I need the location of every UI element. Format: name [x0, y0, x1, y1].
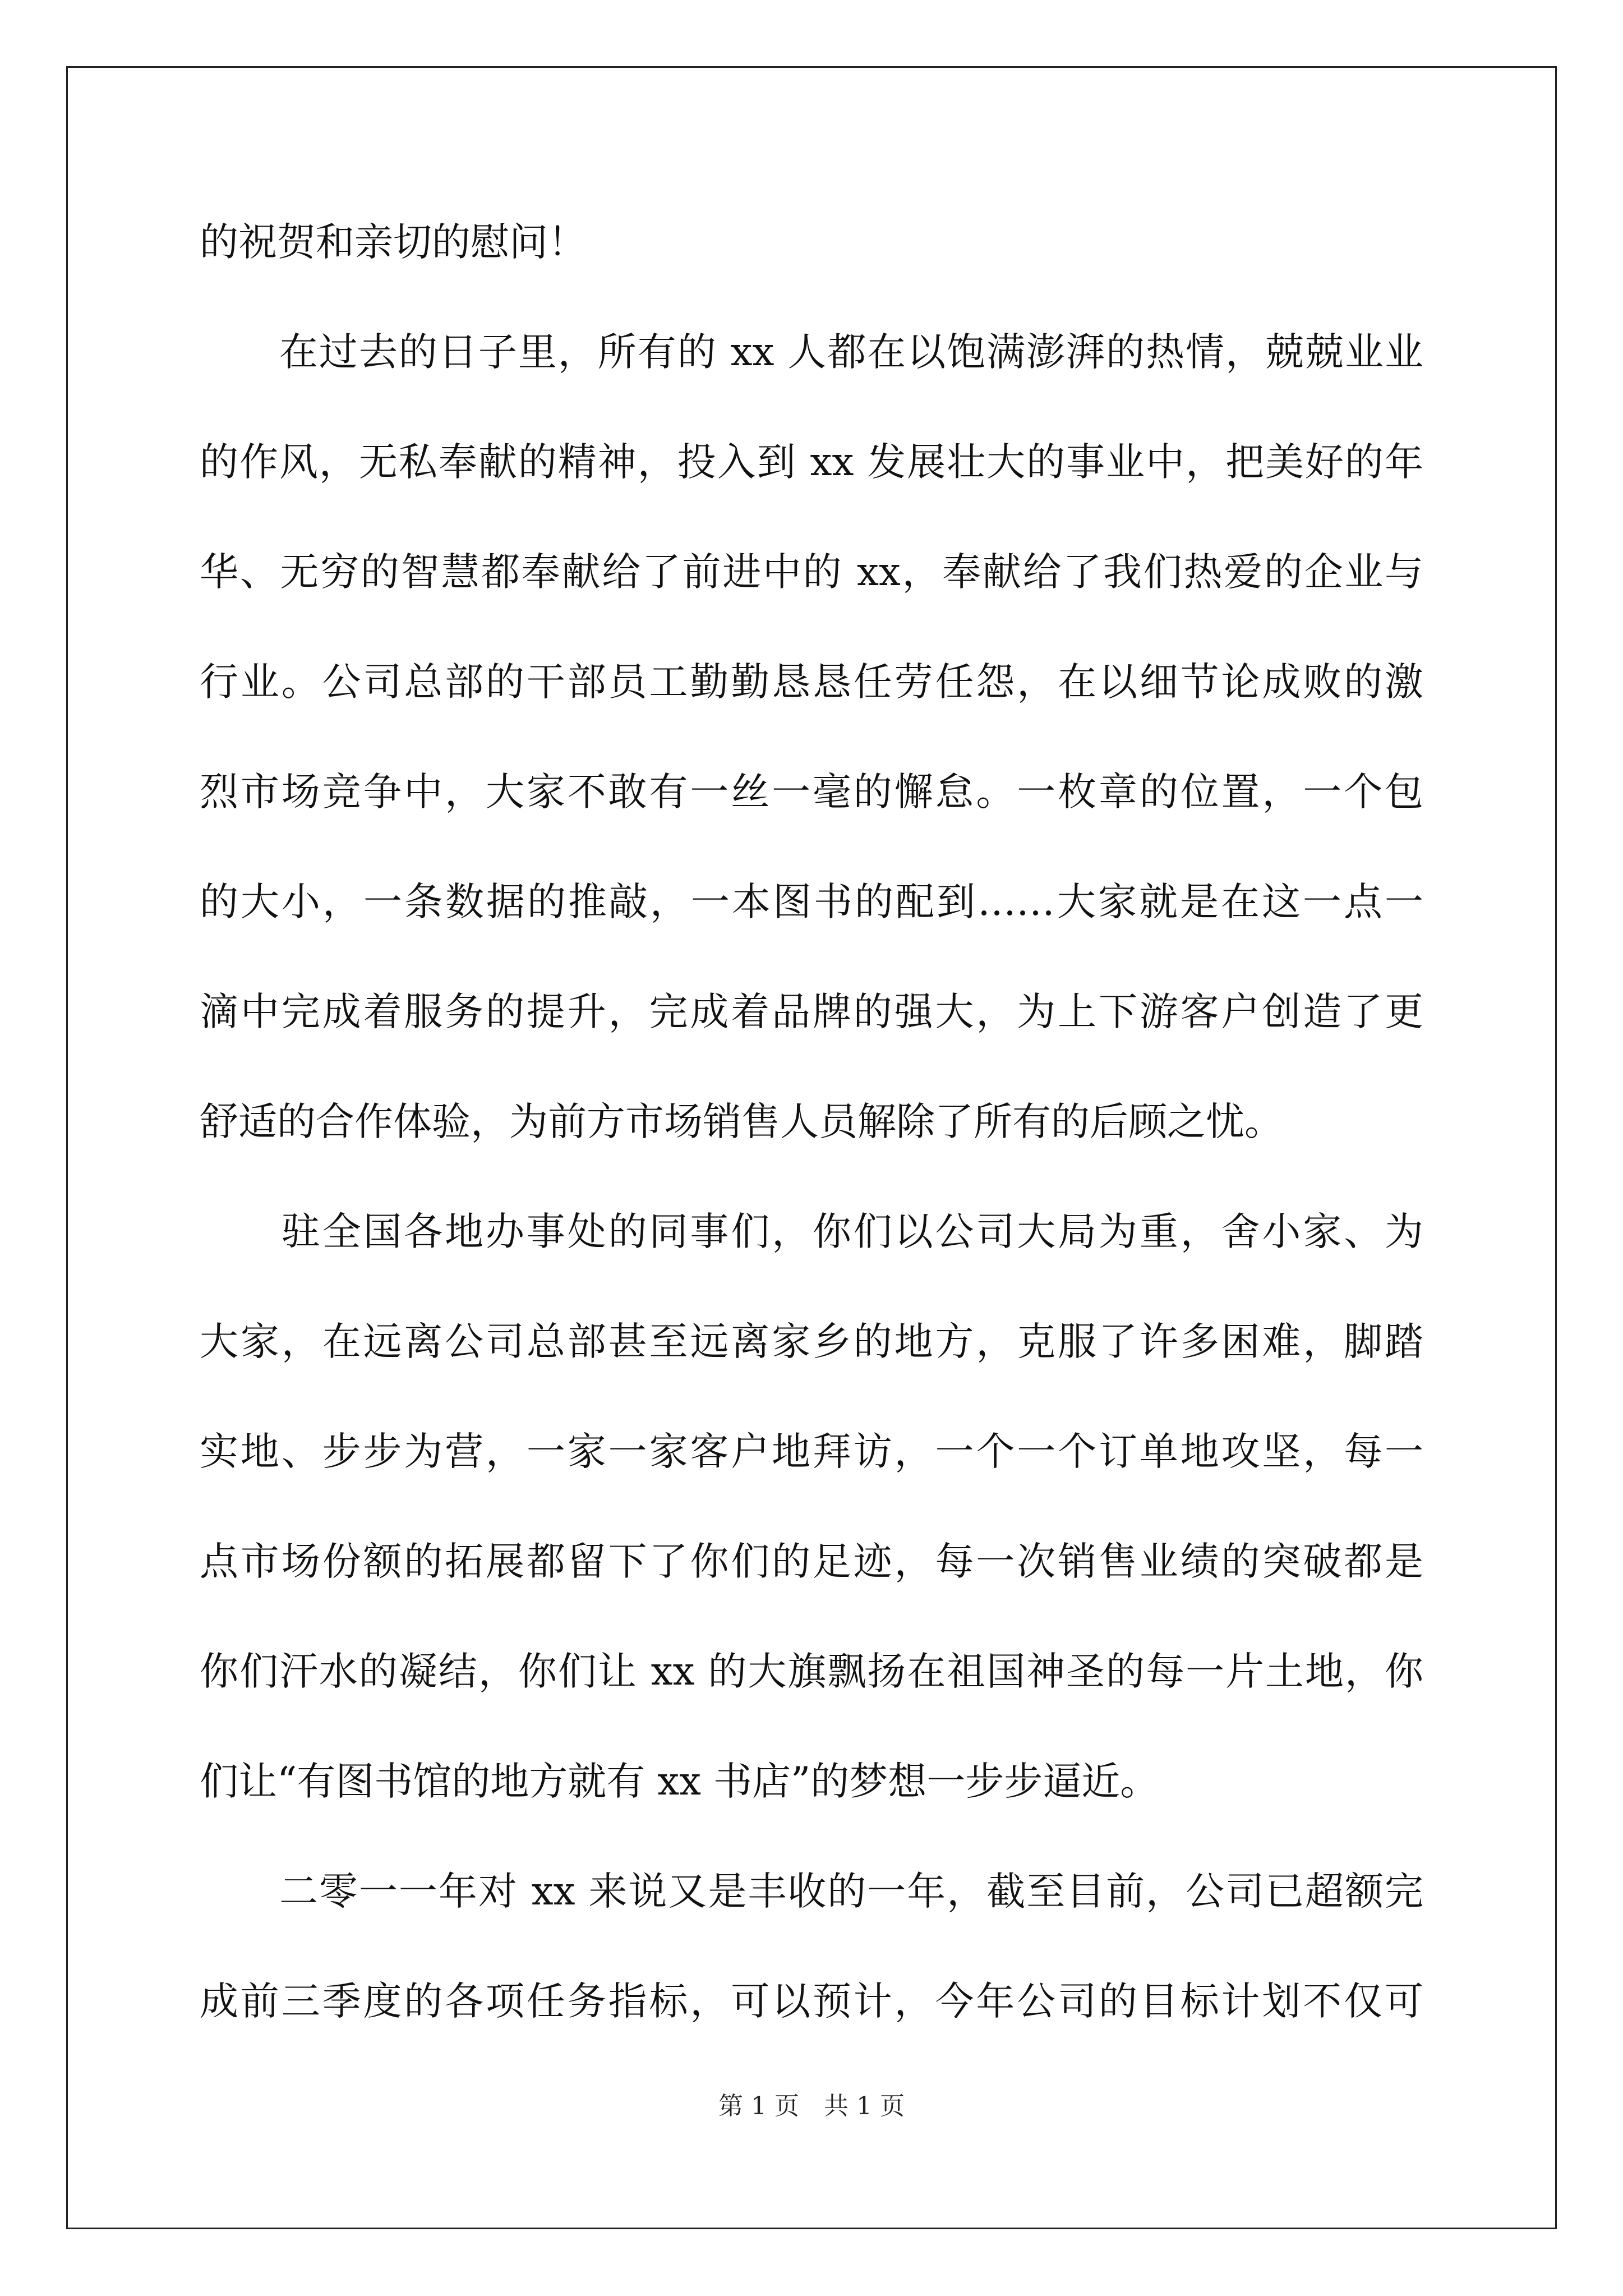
text-line: 的大小，一条数据的推敲，一本图书的配到……大家就是在这一点一: [200, 880, 1423, 924]
page-number-footer: 第 1 页 共 1 页: [718, 2092, 905, 2120]
text-line: 们让“有图书馆的地方就有 xx 书店”的梦想一步步逼近。: [200, 1759, 1159, 1804]
text-line: 二零一一年对 xx 来说又是丰收的一年，截至目前，公司已超额完: [200, 1869, 1423, 1914]
text-line: 行业。公司总部的干部员工勤勤恳恳任劳任怨，在以细节论成败的激: [200, 660, 1423, 705]
text-line: 点市场份额的拓展都留下了你们的足迹，每一次销售业绩的突破都是: [200, 1539, 1423, 1584]
text-line: 的作风，无私奉献的精神，投入到 xx 发展壮大的事业中，把美好的年: [200, 440, 1423, 485]
text-line: 实地、步步为营，一家一家客户地拜访，一个一个订单地攻坚，每一: [200, 1429, 1423, 1474]
text-line: 驻全国各地办事处的同事们，你们以公司大局为重，舍小家、为: [200, 1209, 1423, 1254]
text-line: 舒适的合作体验，为前方市场销售人员解除了所有的后顾之忧。: [200, 1099, 1283, 1144]
text-line: 华、无穷的智慧都奉献给了前进中的 xx，奉献给了我们热爱的企业与: [200, 550, 1423, 595]
text-line: 烈市场竞争中，大家不敢有一丝一毫的懈怠。一枚章的位置，一个包: [200, 770, 1423, 815]
text-line: 的祝贺和亲切的慰问！: [200, 220, 587, 265]
text-line: 在过去的日子里，所有的 xx 人都在以饱满澎湃的热情，兢兢业业: [200, 330, 1423, 375]
text-line: 你们汗水的凝结，你们让 xx 的大旗飘扬在祖国神圣的每一片土地，你: [200, 1649, 1423, 1694]
text-line: 大家，在远离公司总部甚至远离家乡的地方，克服了许多困难，脚踏: [200, 1319, 1423, 1364]
text-line: 滴中完成着服务的提升，完成着品牌的强大，为上下游客户创造了更: [200, 990, 1423, 1034]
text-line: 成前三季度的各项任务指标，可以预计，今年公司的目标计划不仅可: [200, 1979, 1423, 2024]
